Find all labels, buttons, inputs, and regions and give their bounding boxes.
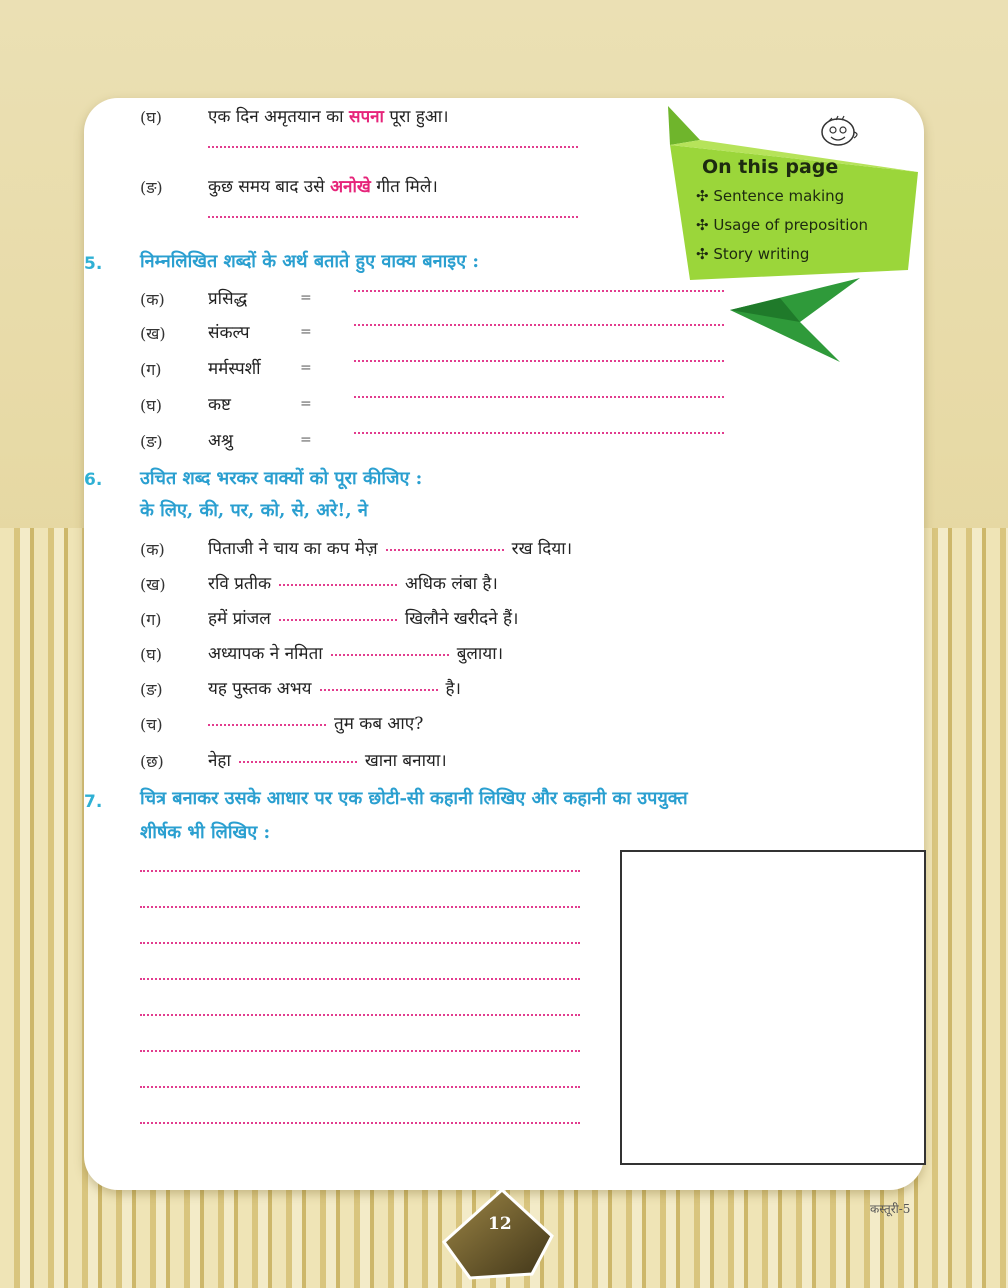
fill-sentence: यह पुस्तक अभय है। <box>208 679 461 699</box>
item-label: (घ) <box>140 108 162 127</box>
fill-sentence: रवि प्रतीक अधिक लंबा है। <box>208 574 498 594</box>
item-label: (ग) <box>140 610 162 629</box>
drawing-box[interactable] <box>620 850 926 1165</box>
page-number-badge <box>440 1188 560 1280</box>
word: प्रसिद्ध <box>208 289 248 309</box>
item-label: (क) <box>140 540 165 559</box>
item-label: (घ) <box>140 396 162 415</box>
question-text: निम्नलिखित शब्दों के अर्थ बताते हुए वाक्य बनाइए : <box>140 251 479 272</box>
fill-sentence: पिताजी ने चाय का कप मेज़ रख दिया। <box>208 539 573 559</box>
fill-sentence: तुम कब आए? <box>200 711 423 734</box>
book-name: कस्तूरी-5 <box>870 1202 911 1216</box>
answer-line[interactable] <box>354 432 724 434</box>
fill-sentence: नेहा खाना बनाया। <box>208 751 447 771</box>
story-line[interactable] <box>140 906 580 908</box>
sentence: एक दिन अमृतयान का सपना पूरा हुआ। <box>208 107 449 127</box>
item-label: (क) <box>140 290 165 309</box>
blank-field[interactable] <box>386 549 504 551</box>
question-number: 6. <box>84 470 103 490</box>
equals-sign: = <box>300 290 312 306</box>
item-label: (ङ) <box>140 178 163 197</box>
question-text-line2: शीर्षक भी लिखिए : <box>140 822 271 843</box>
fill-sentence: हमें प्रांजल खिलौने खरीदने हैं। <box>208 609 519 629</box>
item-label: (ग) <box>140 360 162 379</box>
question-text: चित्र बनाकर उसके आधार पर एक छोटी-सी कहानी लिखिए और कहानी का उपयुक्त <box>140 788 688 809</box>
blank-field[interactable] <box>208 724 326 726</box>
cartoon-face-icon <box>822 116 857 145</box>
answer-line[interactable] <box>354 324 724 326</box>
equals-sign: = <box>300 432 312 448</box>
answer-line[interactable] <box>354 396 724 398</box>
blank-field[interactable] <box>331 654 449 656</box>
item-label: (ख) <box>140 324 166 343</box>
story-line[interactable] <box>140 870 580 872</box>
word: अश्रु <box>208 431 234 451</box>
story-line[interactable] <box>140 1122 580 1124</box>
blank-field[interactable] <box>320 689 438 691</box>
fill-sentence: अध्यापक ने नमिता बुलाया। <box>208 644 504 664</box>
question-text: उचित शब्द भरकर वाक्यों को पूरा कीजिए : <box>140 468 423 489</box>
equals-sign: = <box>300 396 312 412</box>
on-this-page-title: On this page <box>702 156 839 178</box>
on-this-page-item: ✣ Sentence making <box>696 187 845 205</box>
on-this-page-ribbon <box>660 100 925 370</box>
item-label: (च) <box>140 715 163 734</box>
equals-sign: = <box>300 360 312 376</box>
story-line[interactable] <box>140 1050 580 1052</box>
item-label: (घ) <box>140 645 162 664</box>
blank-field[interactable] <box>279 584 397 586</box>
item-label: (छ) <box>140 752 164 771</box>
story-line[interactable] <box>140 1086 580 1088</box>
on-this-page-item: ✣ Story writing <box>696 245 810 263</box>
answer-line[interactable] <box>354 360 724 362</box>
blank-field[interactable] <box>239 761 357 763</box>
word: मर्मस्पर्शी <box>208 359 261 379</box>
item-label: (ङ) <box>140 432 163 451</box>
equals-sign: = <box>300 324 312 340</box>
word: संकल्प <box>208 323 250 343</box>
on-this-page-item: ✣ Usage of preposition <box>696 216 869 234</box>
sentence: कुछ समय बाद उसे अनोखे गीत मिले। <box>208 177 438 197</box>
story-line[interactable] <box>140 942 580 944</box>
question-number: 7. <box>84 792 103 812</box>
story-line[interactable] <box>140 978 580 980</box>
answer-line[interactable] <box>208 216 578 218</box>
blank-field[interactable] <box>279 619 397 621</box>
answer-line[interactable] <box>208 146 578 148</box>
item-label: (ङ) <box>140 680 163 699</box>
word-options: के लिए, की, पर, को, से, अरे!, ने <box>140 500 368 521</box>
question-number: 5. <box>84 254 103 274</box>
item-label: (ख) <box>140 575 166 594</box>
word: कष्ट <box>208 395 231 415</box>
story-line[interactable] <box>140 1014 580 1016</box>
page-number: 12 <box>488 1214 512 1234</box>
answer-line[interactable] <box>354 290 724 292</box>
